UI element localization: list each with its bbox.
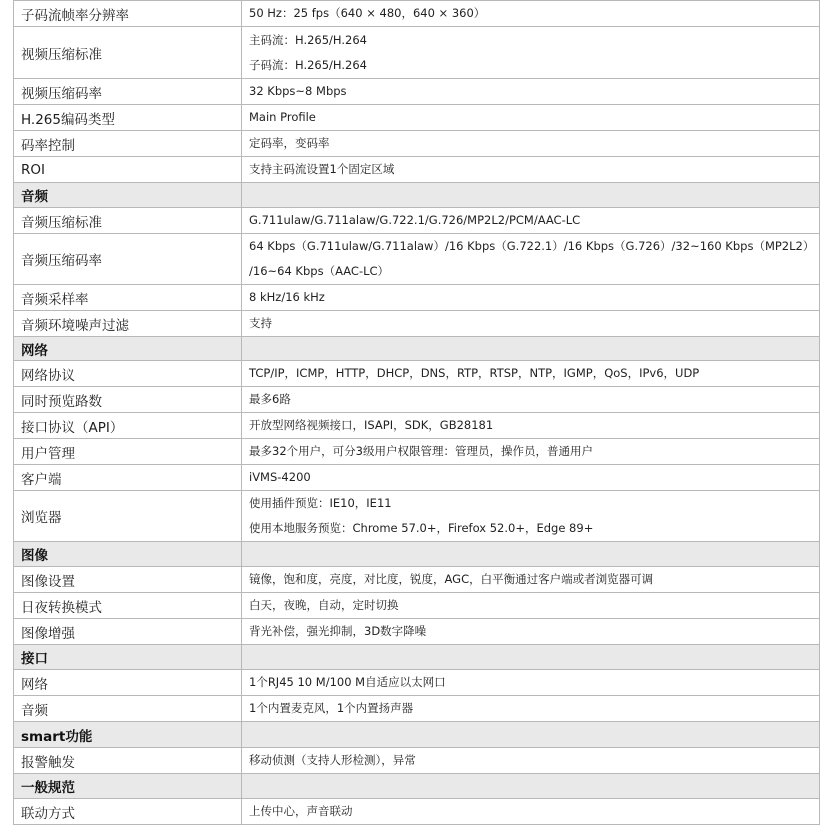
spec-label: 音频压缩码率 <box>14 234 242 285</box>
spec-label: 音频采样率 <box>14 285 242 311</box>
section-header-row <box>14 722 820 748</box>
section-header-row <box>14 337 820 361</box>
spec-value: 1个RJ45 10 M/100 M自适应以太网口 <box>249 675 446 689</box>
spec-value-cell <box>242 593 820 619</box>
spec-value-cell <box>242 799 820 825</box>
spec-value-cell <box>242 748 820 774</box>
spec-value-cell <box>242 619 820 645</box>
spec-value-cell <box>242 387 820 413</box>
spec-value: 支持 <box>249 316 272 330</box>
spec-value: 1个内置麦克风，1个内置扬声器 <box>249 701 414 715</box>
spec-label: 音频 <box>14 696 242 722</box>
spec-value: G.711ulaw/G.711alaw/G.722.1/G.726/MP2L2/PCM/AAC-LC <box>249 213 581 227</box>
spec-row <box>14 131 820 157</box>
spec-value-cell <box>242 285 820 311</box>
section-header-row <box>14 542 820 567</box>
spec-row <box>14 593 820 619</box>
spec-label: 日夜转换模式 <box>14 593 242 619</box>
spec-label: 报警触发 <box>14 748 242 774</box>
spec-label: 同时预览路数 <box>14 387 242 413</box>
spec-value: 50 Hz：25 fps（640 × 480，640 × 360） <box>249 6 486 20</box>
section-header-row <box>14 645 820 670</box>
spec-label: 图像设置 <box>14 567 242 593</box>
spec-label: 网络协议 <box>14 361 242 387</box>
spec-value-cell <box>242 491 820 542</box>
spec-value-cell <box>242 413 820 439</box>
spec-value: 白天，夜晚，自动，定时切换 <box>249 598 399 612</box>
spec-value-cell <box>242 157 820 183</box>
spec-value: 最多32个用户，可分3级用户权限管理：管理员，操作员，普通用户 <box>249 444 593 458</box>
spec-value-cell <box>242 439 820 465</box>
section-title: 网络 <box>14 337 242 361</box>
spec-value: 64 Kbps（G.711ulaw/G.711alaw）/16 Kbps（G.722.1）/16 Kbps（G.726）/32~160 Kbps（MP2L2） <box>249 239 815 253</box>
spec-value: 背光补偿，强光抑制，3D数字降噪 <box>249 624 427 638</box>
section-header-fill <box>242 337 820 361</box>
spec-value: TCP/IP，ICMP，HTTP，DHCP，DNS，RTP，RTSP，NTP，IGMP，QoS，IPv6，UDP <box>249 366 700 380</box>
section-title: 音频 <box>14 183 242 208</box>
spec-value: iVMS-4200 <box>249 470 311 484</box>
spec-value-cell <box>242 465 820 491</box>
spec-row <box>14 79 820 105</box>
spec-row <box>14 748 820 774</box>
spec-label: 联动方式 <box>14 799 242 825</box>
spec-value: 定码率，变码率 <box>249 136 330 150</box>
section-header-fill <box>242 542 820 567</box>
spec-value-cell <box>242 234 820 285</box>
spec-value: 支持主码流设置1个固定区域 <box>249 162 395 176</box>
spec-value: 子码流：H.265/H.264 <box>249 57 367 72</box>
spec-value-cell <box>242 670 820 696</box>
spec-row <box>14 285 820 311</box>
spec-value: /16~64 Kbps（AAC-LC） <box>249 264 390 278</box>
section-header-row <box>14 774 820 799</box>
spec-label: 用户管理 <box>14 439 242 465</box>
spec-value-cell <box>242 79 820 105</box>
spec-value: Main Profile <box>249 110 316 124</box>
spec-row <box>14 311 820 337</box>
spec-label: 网络 <box>14 670 242 696</box>
spec-row <box>14 387 820 413</box>
spec-value: 使用本地服务预览：Chrome 57.0+，Firefox 52.0+，Edge 89+ <box>249 521 594 535</box>
spec-label: 音频环境噪声过滤 <box>14 311 242 337</box>
spec-label: 浏览器 <box>14 491 242 542</box>
spec-row <box>14 208 820 234</box>
spec-row <box>14 567 820 593</box>
spec-label: 视频压缩标准 <box>14 27 242 79</box>
spec-row <box>14 465 820 491</box>
spec-value: 开放型网络视频接口，ISAPI，SDK，GB28181 <box>249 418 494 432</box>
spec-row <box>14 799 820 825</box>
spec-row <box>14 27 820 79</box>
spec-label: 音频压缩标准 <box>14 208 242 234</box>
spec-label: 码率控制 <box>14 131 242 157</box>
spec-row <box>14 670 820 696</box>
spec-value-cell <box>242 361 820 387</box>
spec-row <box>14 491 820 542</box>
spec-label: 子码流帧率分辨率 <box>14 1 242 27</box>
spec-row <box>14 105 820 131</box>
spec-value-cell <box>242 1 820 27</box>
spec-row <box>14 361 820 387</box>
section-title: 一般规范 <box>14 774 242 799</box>
section-title: smart功能 <box>14 722 242 748</box>
spec-value-cell <box>242 131 820 157</box>
spec-value-cell <box>242 27 820 79</box>
section-header-fill <box>242 774 820 799</box>
spec-value: 上传中心，声音联动 <box>249 804 353 818</box>
section-header-row <box>14 183 820 208</box>
spec-value: 最多6路 <box>249 392 291 406</box>
spec-label: ROI <box>14 157 242 183</box>
spec-value: 移动侦测（支持人形检测），异常 <box>249 753 416 767</box>
spec-row <box>14 619 820 645</box>
spec-value-cell <box>242 567 820 593</box>
spec-value-cell <box>242 311 820 337</box>
spec-label: 客户端 <box>14 465 242 491</box>
spec-row <box>14 234 820 285</box>
section-title: 图像 <box>14 542 242 567</box>
spec-value: 主码流：H.265/H.264 <box>249 32 367 47</box>
spec-value: 8 kHz/16 kHz <box>249 290 325 304</box>
spec-value: 32 Kbps~8 Mbps <box>249 84 347 98</box>
spec-value-cell <box>242 105 820 131</box>
spec-row <box>14 1 820 27</box>
section-title: 接口 <box>14 645 242 670</box>
spec-value-cell <box>242 696 820 722</box>
section-header-fill <box>242 722 820 748</box>
spec-label: 接口协议（API） <box>14 413 242 439</box>
spec-row <box>14 413 820 439</box>
section-header-fill <box>242 183 820 208</box>
section-header-fill <box>242 645 820 670</box>
spec-table-body <box>14 1 820 825</box>
spec-label: H.265编码类型 <box>14 105 242 131</box>
spec-label: 视频压缩码率 <box>14 79 242 105</box>
spec-value: 镜像，饱和度，亮度，对比度，锐度，AGC，白平衡通过客户端或者浏览器可调 <box>249 572 654 586</box>
spec-row <box>14 439 820 465</box>
spec-label: 图像增强 <box>14 619 242 645</box>
spec-value-cell <box>242 208 820 234</box>
spec-row <box>14 696 820 722</box>
spec-row <box>14 157 820 183</box>
spec-table <box>13 0 820 825</box>
spec-value: 使用插件预览：IE10，IE11 <box>249 496 392 510</box>
